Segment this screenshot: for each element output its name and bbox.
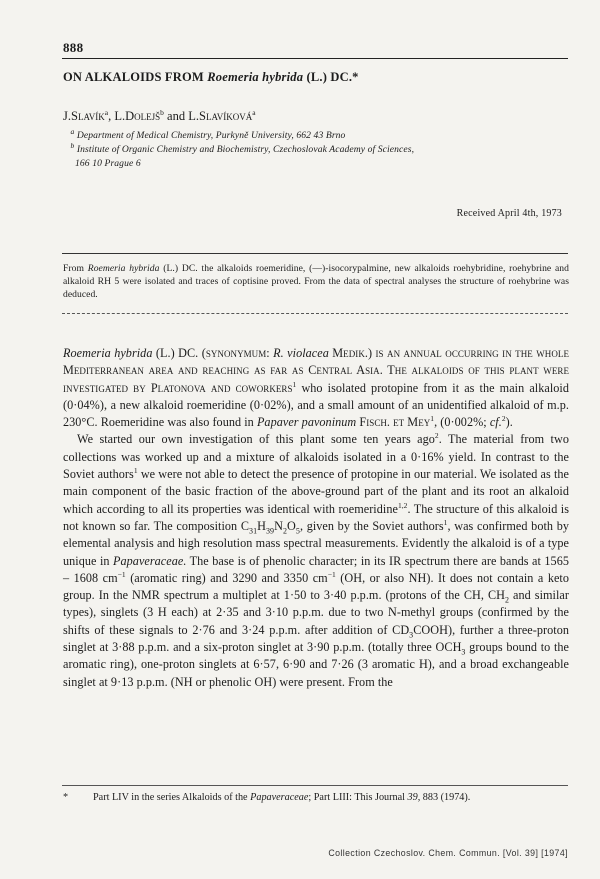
title-authority: (L.) DC.* (306, 70, 359, 84)
author-2: L.Dolejš (114, 109, 161, 123)
footnote-text-2: ; Part LIII: This Journal (308, 792, 405, 803)
affiliation-b-mark: b (70, 140, 75, 150)
p2-sub-1: 2 (504, 595, 510, 605)
author-3: L.Slavíková (188, 109, 253, 123)
p2-family: Papaveraceae. (113, 553, 187, 568)
p2-text-6: , was confirmed both by elemental analysis and high resolution mass spectral measurements. Evidently the alkaloid is of a type unique in (63, 518, 569, 568)
author-1-affil: a (104, 107, 109, 117)
author-1: J.Slavík (63, 109, 105, 123)
p2-sub-2: 3 (409, 630, 414, 640)
author-list: J.Slavík$^a$, L.Dolejš$^b$ and L.Slavíková$^a$ (63, 107, 256, 123)
affiliation-b (63, 140, 415, 155)
p2-exp-1: −1 (117, 569, 126, 579)
p1-species: Roemeria hybrida (63, 346, 153, 360)
page-number: 888 (63, 40, 84, 55)
formula-h-count: 39 (265, 526, 275, 536)
abstract-lead: From (63, 263, 84, 274)
p2-text-9: (OH, or also NH). It does not contain a keto group. In the NMR spectrum a multiplet at 1·50 to 3·40 p.p.m. (protons of the CH, CH (63, 570, 569, 603)
p2-text-8: (aromatic ring) and 3290 and 3350 cm (130, 570, 328, 585)
p1-species-2: Papaver pavoninum (256, 415, 357, 430)
article-title (63, 70, 563, 85)
p1-text-6: ). (505, 415, 513, 430)
p2-text-7: The base is of phenolic character; in its IR spectrum there are bands at 1565 – 1608 cm (63, 553, 569, 585)
p1-authority-2: Fisch. et Mey (359, 415, 431, 430)
body-paragraph-1 (63, 345, 569, 431)
p2-text-10: and similar types), singlets (3 H each) at 2·35 and 3·10 p.p.m. due to two N-methyl groups (confirmed by the shifts of these signals to 2·76 and 3·24 p.p.m. after addition of CD (63, 588, 569, 637)
p1-ref-2: 1 (430, 414, 435, 424)
body-paragraph-2 (63, 431, 569, 690)
p2-text-3: we were not able to detect the presence of protopine in our material. We isolated as the main component of the basic fraction of the above-ground part of the plant and its root an alkaloid which according to all its properties was identical with roemeridine (63, 467, 569, 516)
p1-ref-3: 2 (501, 414, 506, 424)
p2-text-5: , given by the Soviet authors (299, 518, 444, 533)
affiliation-a-text: Department of Medical Chemistry, Purkyně University, 662 43 Brno (76, 130, 346, 141)
header-rule (62, 58, 568, 59)
abstract-species: Roemeria hybrida (87, 263, 160, 274)
author-3-affil: a (252, 107, 256, 117)
p1-text-3: who isolated protopine from it as the main alkaloid (0·04%), a new alkaloid roemeridine (0·02%), and a small amount of an unidentified alkaloid of m.p. 230°C. Roemeridine was also found in (63, 380, 569, 430)
p2-text-1: We started our own investigation of this plant some ten years ago (77, 432, 435, 447)
p1-text-1: (L.) DC. (synonymum: (155, 346, 270, 360)
p2-ref-4: 1 (443, 517, 448, 527)
article-body (63, 345, 569, 691)
p1-text-2: Medik.) is an annual occurring in the whole Mediterranean area and reaching as far as Central Asia. The alkaloids of this plant were investigated by Platonova and coworkers (63, 346, 569, 395)
footnote-text-1: Part LIV in the series Alkaloids of the (93, 792, 248, 803)
abstract-text: the alkaloids roemeridine, (—)-isocorypalmine, new alkaloids roehybridine, roehybrine and alkaloid RH 5 were isolated and traces of coptisine proved. From the data of spectral analyses the structure of roehybrine was deduced. (63, 263, 569, 301)
affiliation-b-city (75, 158, 141, 169)
p2-ref-3: 1,2 (397, 500, 408, 510)
p2-text-11: COOH), further a three-proton singlet at 3·88 p.p.m. and a six-proton singlet at 3·90 p.p.m. (totally three OCH (63, 622, 569, 655)
title-prefix: ON ALKALOIDS FROM (63, 70, 204, 84)
affiliation-a-mark: a (70, 126, 75, 136)
p1-ref-1: 1 (292, 379, 297, 389)
p2-sub-3: 3 (461, 647, 466, 657)
p2-text-12: groups bound to the aromatic ring), one-proton singlets at 6·57, 6·90 and 7·26 (3 aromatic H), and a broad exchangeable singlet at 9·13 p.p.m. (NH or phenolic OH) were present. From the (63, 640, 570, 689)
footnote-volume: 39, (407, 792, 421, 803)
author-2-affil: b (160, 107, 164, 117)
footnote (63, 792, 569, 803)
affiliation-b-text: Institute of Organic Chemistry and Biochemistry, Czechoslovak Academy of Sciences, (76, 144, 415, 155)
p2-ref-1: 2 (434, 431, 439, 441)
p2-text-2: . The material from two collections was worked up and a mixture of alkaloids isolated in a 0·16% yield. In contrast to the Soviet authors (63, 432, 569, 482)
formula-n: N (274, 518, 283, 533)
running-footer: Collection Czechoslov. Chem. Commun. [Vol. 39] [1974] (328, 848, 568, 858)
footnote-mark: * (63, 792, 69, 803)
abstract (63, 262, 569, 302)
formula-h: H (257, 518, 266, 533)
formula-c-count: 31 (249, 526, 258, 536)
affiliation-a (63, 126, 346, 141)
title-species: Roemeria hybrida (207, 70, 304, 84)
formula-n-count: 2 (282, 526, 288, 536)
formula-o: O (287, 518, 296, 533)
formula-o-count: 5 (295, 526, 300, 536)
p2-ref-2: 1 (133, 466, 138, 476)
p1-cf: cf. (489, 415, 502, 430)
received-date: Received April 4th, 1973 (456, 208, 562, 219)
footnote-text-3: 883 (1974). (422, 792, 471, 803)
p1-synonym: R. violacea (273, 346, 329, 360)
p2-exp-2: −1 (327, 569, 336, 579)
footnote-family: Papaveraceae (250, 792, 309, 803)
abstract-authority: (L.) DC. (163, 263, 198, 274)
affiliation-b-city-text: 166 10 Prague 6 (75, 158, 141, 169)
author-and: and (167, 109, 186, 123)
abstract-bottom-rule (62, 313, 568, 314)
p2-text-4: . The structure of this alkaloid is not known so far. The composition C (63, 501, 569, 533)
p1-text-5: , (0·002%; (434, 415, 487, 430)
footnote-rule (62, 785, 568, 786)
abstract-top-rule (62, 253, 568, 254)
